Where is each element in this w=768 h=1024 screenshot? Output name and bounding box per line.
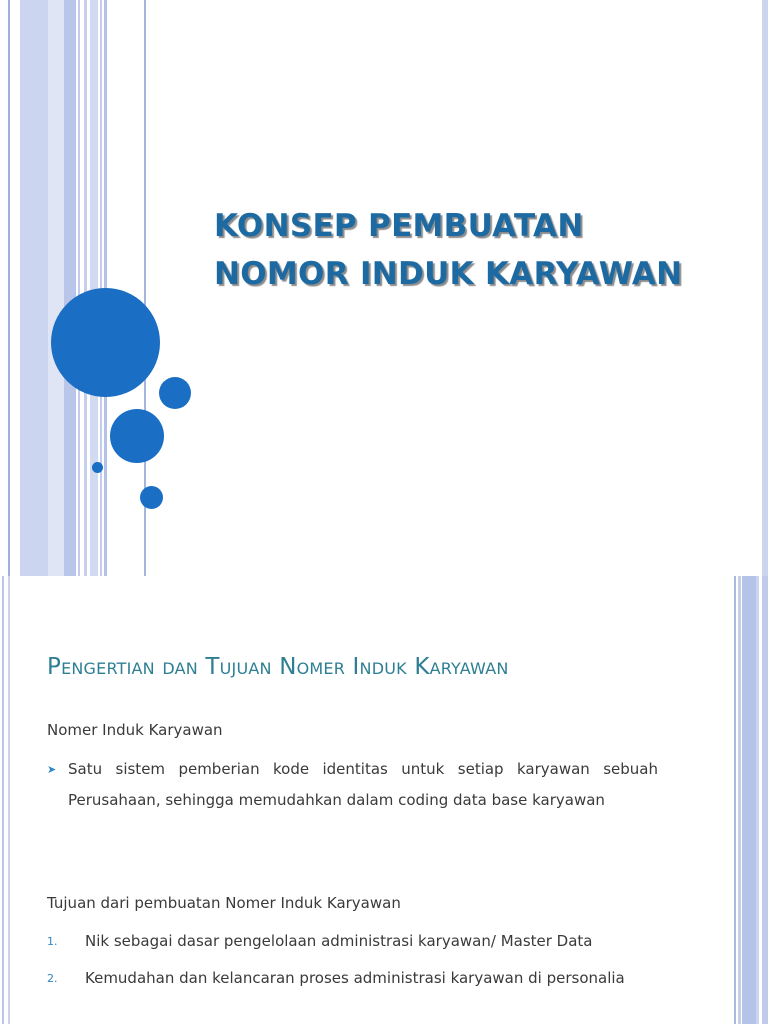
stripe <box>84 0 87 576</box>
stripe <box>2 576 4 1024</box>
stripe <box>64 0 76 576</box>
arrow-bullet-icon: ➤ <box>47 763 57 776</box>
stripe <box>762 0 768 576</box>
list-number: 2. <box>47 972 58 985</box>
list-item-text: Kemudahan dan kelancaran proses administrasi karyawan di personalia <box>85 969 625 987</box>
stripe <box>762 576 768 1024</box>
large-circle <box>51 288 160 397</box>
stripe <box>734 576 736 1024</box>
title-line-2: NOMOR INDUK KARYAWAN <box>214 256 683 292</box>
stripe <box>78 0 80 576</box>
title-line-1: KONSEP PEMBUATAN <box>214 208 584 244</box>
small-circle <box>159 377 191 409</box>
medium-circle <box>110 409 164 463</box>
stripe <box>8 0 10 576</box>
stripe <box>8 576 10 1024</box>
section-heading-tujuan: Tujuan dari pembuatan Nomer Induk Karyawan <box>47 894 401 912</box>
content-title: Pengertian dan Tujuan Nomer Induk Karyawan <box>47 654 509 680</box>
list-number: 1. <box>47 935 58 948</box>
section-heading-nik: Nomer Induk Karyawan <box>47 721 223 739</box>
slide-title <box>214 202 682 298</box>
stripe <box>756 576 759 1024</box>
stripe <box>742 576 756 1024</box>
list-item-text: Nik sebagai dasar pengelolaan administrasi karyawan/ Master Data <box>85 932 593 950</box>
small-circle <box>140 486 163 509</box>
bullet-text: Satu sistem pemberian kode identitas untuk setiap karyawan sebuah Perusahaan, sehingga memudahkan dalam coding data base karyawan <box>68 760 658 809</box>
stripe <box>48 0 64 576</box>
stripe <box>738 576 741 1024</box>
tiny-circle <box>92 462 103 473</box>
stripe <box>20 0 48 576</box>
